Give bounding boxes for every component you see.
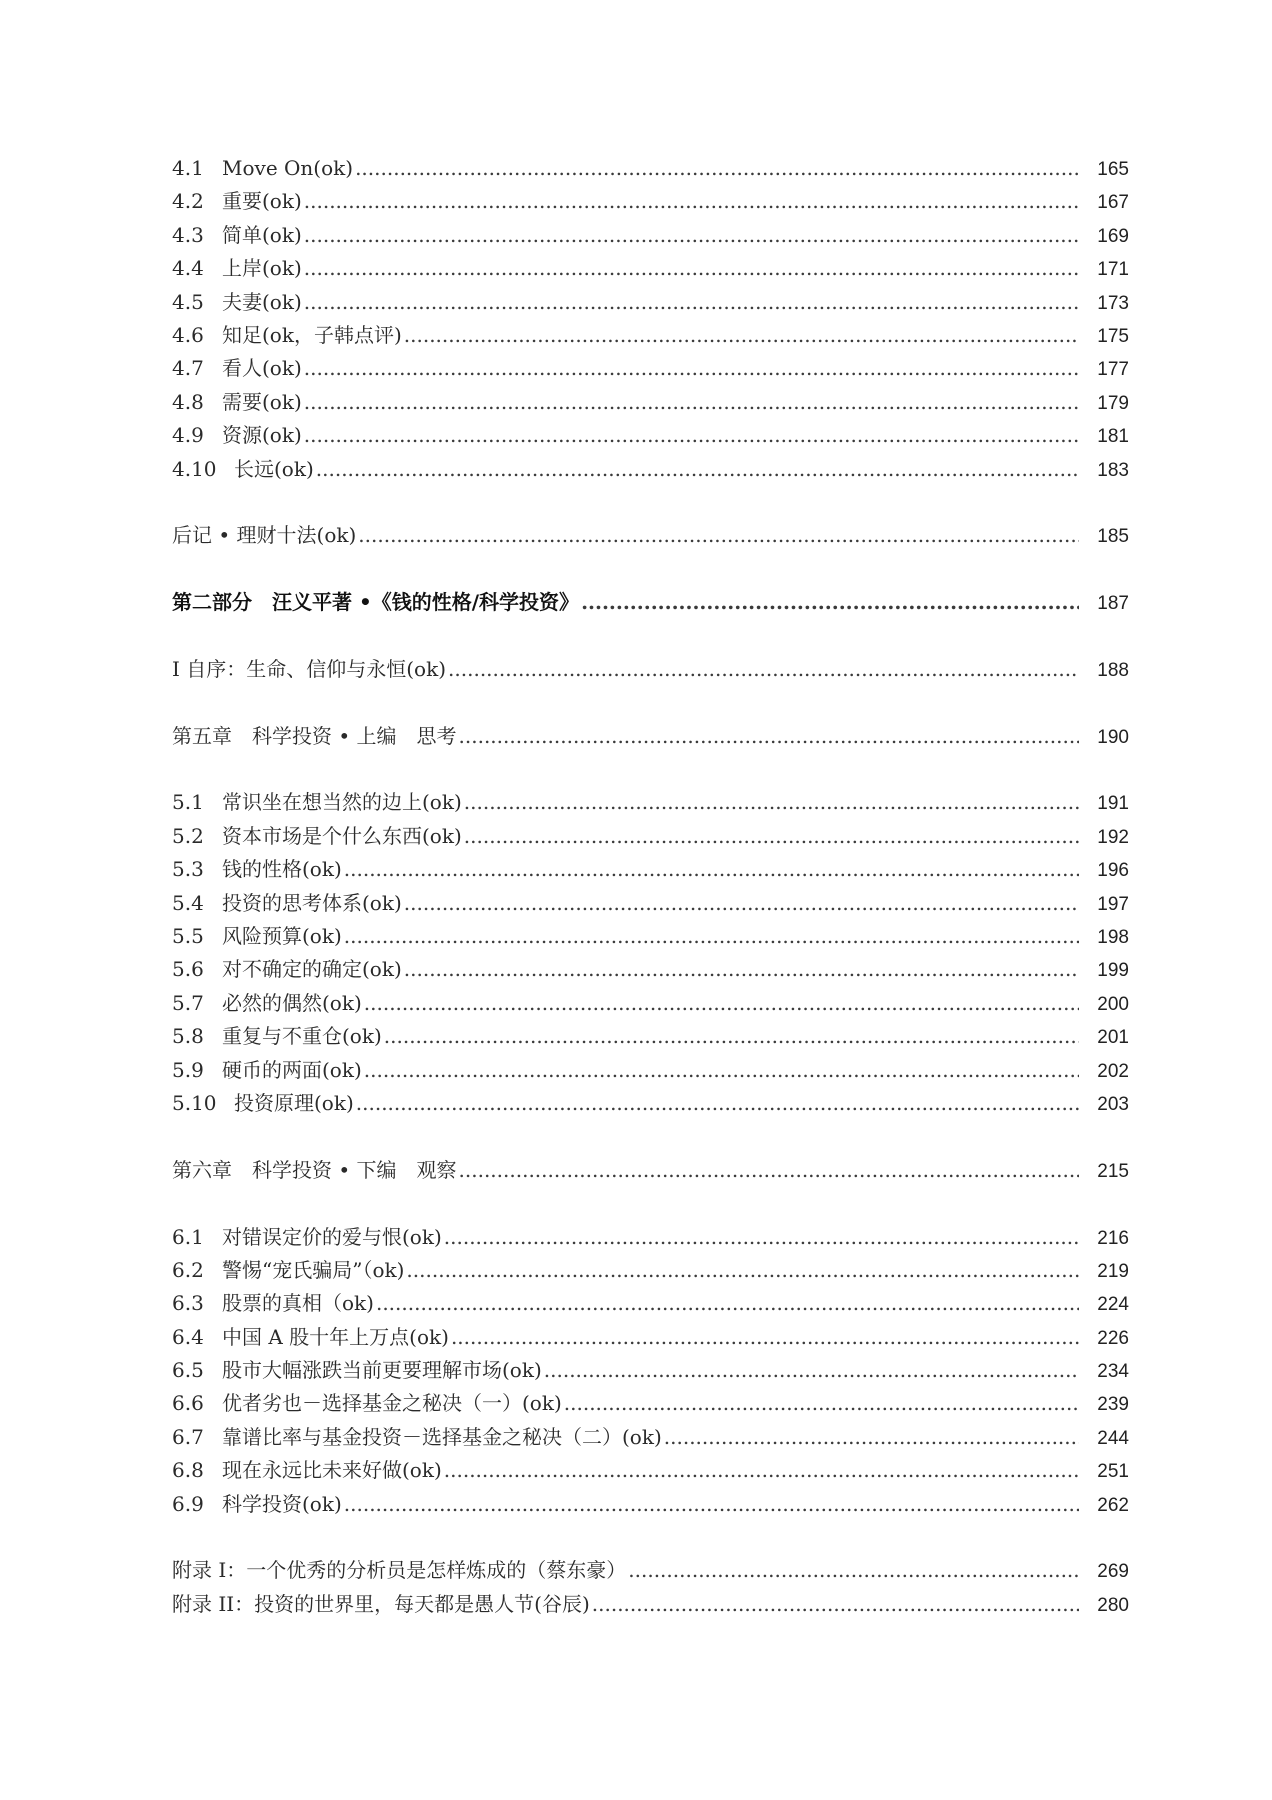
dot-leader	[592, 1588, 1079, 1621]
section-title: 风险预算(ok)	[222, 923, 342, 948]
page-number: 181	[1097, 426, 1129, 448]
section-number: 6.8	[172, 1458, 204, 1483]
page-number: 198	[1097, 926, 1129, 948]
page-number: 219	[1097, 1260, 1129, 1282]
dot-leader	[451, 1321, 1079, 1354]
page-number: 269	[1097, 1561, 1129, 1583]
toc-entry[interactable]	[172, 185, 1129, 218]
page-number: 169	[1097, 225, 1129, 247]
section-title: 看人(ok)	[222, 356, 302, 381]
section-title: 科学投资(ok)	[222, 1491, 342, 1516]
section-title: 重复与不重仓(ok)	[222, 1024, 382, 1049]
page-number: 191	[1097, 793, 1129, 815]
toc-entry[interactable]	[172, 987, 1129, 1020]
page-number: 280	[1097, 1594, 1129, 1616]
page-number: 190	[1097, 726, 1129, 748]
page-number: 179	[1097, 392, 1129, 414]
section-number: 5.5	[172, 923, 204, 948]
dot-leader	[304, 352, 1079, 385]
page-number: 244	[1097, 1427, 1129, 1449]
section-number: 6.3	[172, 1291, 204, 1316]
section-number: 5.10	[172, 1090, 217, 1115]
toc-entry-part[interactable]	[172, 586, 1129, 619]
dot-leader	[344, 1488, 1079, 1521]
section-title: 中国 A 股十年上万点(ok)	[222, 1324, 449, 1349]
section-number: 5.9	[172, 1057, 204, 1082]
section-number: 6.2	[172, 1257, 204, 1282]
section-title: 股票的真相（ok)	[222, 1291, 374, 1316]
page-number: 167	[1097, 192, 1129, 214]
dot-leader	[448, 653, 1079, 686]
section-number: 4.2	[172, 189, 204, 214]
dot-leader	[459, 1154, 1079, 1187]
toc-entry[interactable]	[172, 1421, 1129, 1454]
section-number: 4.1	[172, 156, 204, 180]
dot-leader	[664, 1421, 1079, 1454]
section-number: 6.9	[172, 1491, 204, 1516]
section-number: 4.3	[172, 222, 204, 247]
page-number: 201	[1097, 1027, 1129, 1049]
dot-leader	[304, 419, 1079, 452]
page-number: 200	[1097, 993, 1129, 1015]
toc-entry[interactable]	[172, 152, 1129, 185]
page-number: 175	[1097, 325, 1129, 347]
toc-entry[interactable]	[172, 1054, 1129, 1087]
page-number: 239	[1097, 1394, 1129, 1416]
dot-leader	[544, 1354, 1079, 1387]
dot-leader	[364, 987, 1079, 1020]
toc-entry[interactable]	[172, 386, 1129, 419]
toc-entry-preface[interactable]	[172, 653, 1129, 686]
dot-leader	[304, 286, 1079, 319]
toc-entry[interactable]	[172, 1221, 1129, 1254]
section-number: 4.9	[172, 423, 204, 448]
section-title: 简单(ok)	[222, 222, 302, 247]
section-number: 5.7	[172, 990, 204, 1015]
toc-entry[interactable]	[172, 252, 1129, 285]
section-number: 6.1	[172, 1224, 204, 1249]
dot-leader	[564, 1387, 1079, 1420]
section-title: 常识坐在想当然的边上(ok)	[222, 790, 462, 815]
section-number: 6.6	[172, 1391, 204, 1416]
chapter-title: 第五章 科学投资 • 上编 思考	[172, 723, 457, 748]
dot-leader	[459, 720, 1079, 753]
page-number: 224	[1097, 1294, 1129, 1316]
section-title: 现在永远比未来好做(ok)	[222, 1458, 442, 1483]
toc-entry[interactable]	[172, 853, 1129, 886]
spacer	[172, 486, 1129, 519]
dot-leader	[404, 319, 1079, 352]
section-number: 4.7	[172, 356, 204, 381]
toc-entry[interactable]	[172, 352, 1129, 385]
toc-entry[interactable]	[172, 453, 1129, 486]
page-number: 234	[1097, 1361, 1129, 1383]
toc-entry[interactable]	[172, 920, 1129, 953]
dot-leader	[364, 1054, 1079, 1087]
toc-entry[interactable]	[172, 1321, 1129, 1354]
dot-leader	[406, 1254, 1079, 1287]
section-title: 钱的性格(ok)	[222, 857, 342, 882]
dot-leader	[581, 586, 1079, 619]
section-title: 硬币的两面(ok)	[222, 1057, 362, 1082]
page-number: 171	[1097, 259, 1129, 281]
toc-entry-chapter[interactable]	[172, 1154, 1129, 1187]
dot-leader	[444, 1454, 1079, 1487]
section-title: 投资原理(ok)	[234, 1090, 354, 1115]
dot-leader	[404, 953, 1079, 986]
page-number: 226	[1097, 1327, 1129, 1349]
section-number: 5.4	[172, 890, 204, 915]
page-number: 173	[1097, 292, 1129, 314]
toc-entry[interactable]	[172, 286, 1129, 319]
dot-leader	[355, 152, 1079, 185]
dot-leader	[344, 920, 1079, 953]
toc-entry-afterword[interactable]	[172, 519, 1129, 552]
toc-entry[interactable]	[172, 1020, 1129, 1053]
table-of-contents	[172, 152, 1129, 1621]
section-title: 资本市场是个什么东西(ok)	[222, 823, 462, 848]
section-number: 4.10	[172, 456, 217, 481]
spacer	[172, 1521, 1129, 1554]
dot-leader	[344, 853, 1079, 886]
page-number: 183	[1097, 459, 1129, 481]
spacer	[172, 686, 1129, 719]
toc-entry[interactable]	[172, 1454, 1129, 1487]
page-number: 251	[1097, 1461, 1129, 1483]
section-number: 4.5	[172, 289, 204, 314]
section-title: 对不确定的确定(ok)	[222, 957, 402, 982]
dot-leader	[304, 252, 1079, 285]
dot-leader	[628, 1554, 1079, 1587]
page-number: 262	[1097, 1494, 1129, 1516]
page-number: 196	[1097, 860, 1129, 882]
section-number: 6.7	[172, 1424, 204, 1449]
section-number: 6.4	[172, 1324, 204, 1349]
dot-leader	[316, 453, 1079, 486]
section-title: 警惕“宠氏骗局”（ok)	[222, 1257, 405, 1282]
section-number: 4.8	[172, 389, 204, 414]
spacer	[172, 619, 1129, 652]
section-title: 优者劣也－选择基金之秘决（一）(ok)	[222, 1391, 562, 1416]
appendix-title: 附录 II：投资的世界里，每天都是愚人节(谷辰)	[172, 1591, 590, 1616]
toc-entry-chapter[interactable]	[172, 720, 1129, 753]
section-title: 上岸(ok)	[222, 256, 302, 281]
section-title: 资源(ok)	[222, 423, 302, 448]
dot-leader	[376, 1287, 1079, 1320]
page-number: 177	[1097, 359, 1129, 381]
toc-entry[interactable]	[172, 1087, 1129, 1120]
section-title: 股市大幅涨跌当前更要理解市场(ok)	[222, 1358, 542, 1383]
section-title: I 自序：生命、信仰与永恒(ok)	[172, 656, 447, 681]
page-number: 187	[1097, 593, 1129, 615]
appendix-title: 附录 I：一个优秀的分析员是怎样炼成的（蔡东豪）	[172, 1558, 627, 1583]
page-number: 185	[1097, 526, 1129, 548]
section-title: Move On(ok)	[222, 156, 354, 180]
page-number: 199	[1097, 960, 1129, 982]
section-title: 夫妻(ok)	[222, 289, 302, 314]
section-number: 4.4	[172, 256, 204, 281]
section-title: 重要(ok)	[222, 189, 302, 214]
part-title: 第二部分 汪义平著 •《钱的性格/科学投资》	[172, 590, 580, 615]
chapter-title: 第六章 科学投资 • 下编 观察	[172, 1157, 457, 1182]
dot-leader	[304, 386, 1079, 419]
dot-leader	[464, 786, 1079, 819]
page-number: 165	[1097, 159, 1129, 180]
toc-entry-appendix[interactable]	[172, 1554, 1129, 1587]
toc-entry[interactable]	[172, 887, 1129, 920]
toc-entry[interactable]	[172, 820, 1129, 853]
section-number: 6.5	[172, 1358, 204, 1383]
spacer	[172, 1187, 1129, 1220]
page-number: 203	[1097, 1093, 1129, 1115]
dot-leader	[304, 219, 1079, 252]
section-number: 5.3	[172, 857, 204, 882]
toc-entry[interactable]	[172, 1387, 1129, 1420]
toc-entry[interactable]	[172, 1254, 1129, 1287]
toc-entry[interactable]	[172, 1488, 1129, 1521]
section-number: 5.2	[172, 823, 204, 848]
dot-leader	[404, 887, 1079, 920]
section-title: 长远(ok)	[234, 456, 314, 481]
section-title: 对错误定价的爱与恨(ok)	[222, 1224, 442, 1249]
section-title: 必然的偶然(ok)	[222, 990, 362, 1015]
section-number: 5.8	[172, 1024, 204, 1049]
section-title: 需要(ok)	[222, 389, 302, 414]
toc-entry[interactable]	[172, 219, 1129, 252]
page-number: 192	[1097, 826, 1129, 848]
section-title: 知足(ok，子韩点评)	[222, 322, 402, 347]
section-number: 4.6	[172, 322, 204, 347]
dot-leader	[356, 1087, 1079, 1120]
dot-leader	[358, 519, 1079, 552]
section-number: 5.1	[172, 790, 204, 815]
dot-leader	[464, 820, 1079, 853]
section-title: 靠谱比率与基金投资－选择基金之秘决（二）(ok)	[222, 1424, 662, 1449]
toc-entry[interactable]	[172, 1354, 1129, 1387]
spacer	[172, 1120, 1129, 1153]
page-number: 215	[1097, 1160, 1129, 1182]
section-title: 后记 • 理财十法(ok)	[172, 523, 357, 548]
page-number: 202	[1097, 1060, 1129, 1082]
section-number: 5.6	[172, 957, 204, 982]
toc-entry[interactable]	[172, 1287, 1129, 1320]
toc-entry[interactable]	[172, 786, 1129, 819]
dot-leader	[444, 1221, 1079, 1254]
toc-entry-appendix[interactable]	[172, 1588, 1129, 1621]
page-number: 197	[1097, 893, 1129, 915]
spacer	[172, 753, 1129, 786]
toc-entry[interactable]	[172, 419, 1129, 452]
dot-leader	[304, 185, 1079, 218]
page-number: 188	[1097, 659, 1129, 681]
page-number: 216	[1097, 1227, 1129, 1249]
spacer	[172, 553, 1129, 586]
toc-entry[interactable]	[172, 953, 1129, 986]
toc-entry[interactable]	[172, 319, 1129, 352]
dot-leader	[384, 1020, 1079, 1053]
section-title: 投资的思考体系(ok)	[222, 890, 402, 915]
